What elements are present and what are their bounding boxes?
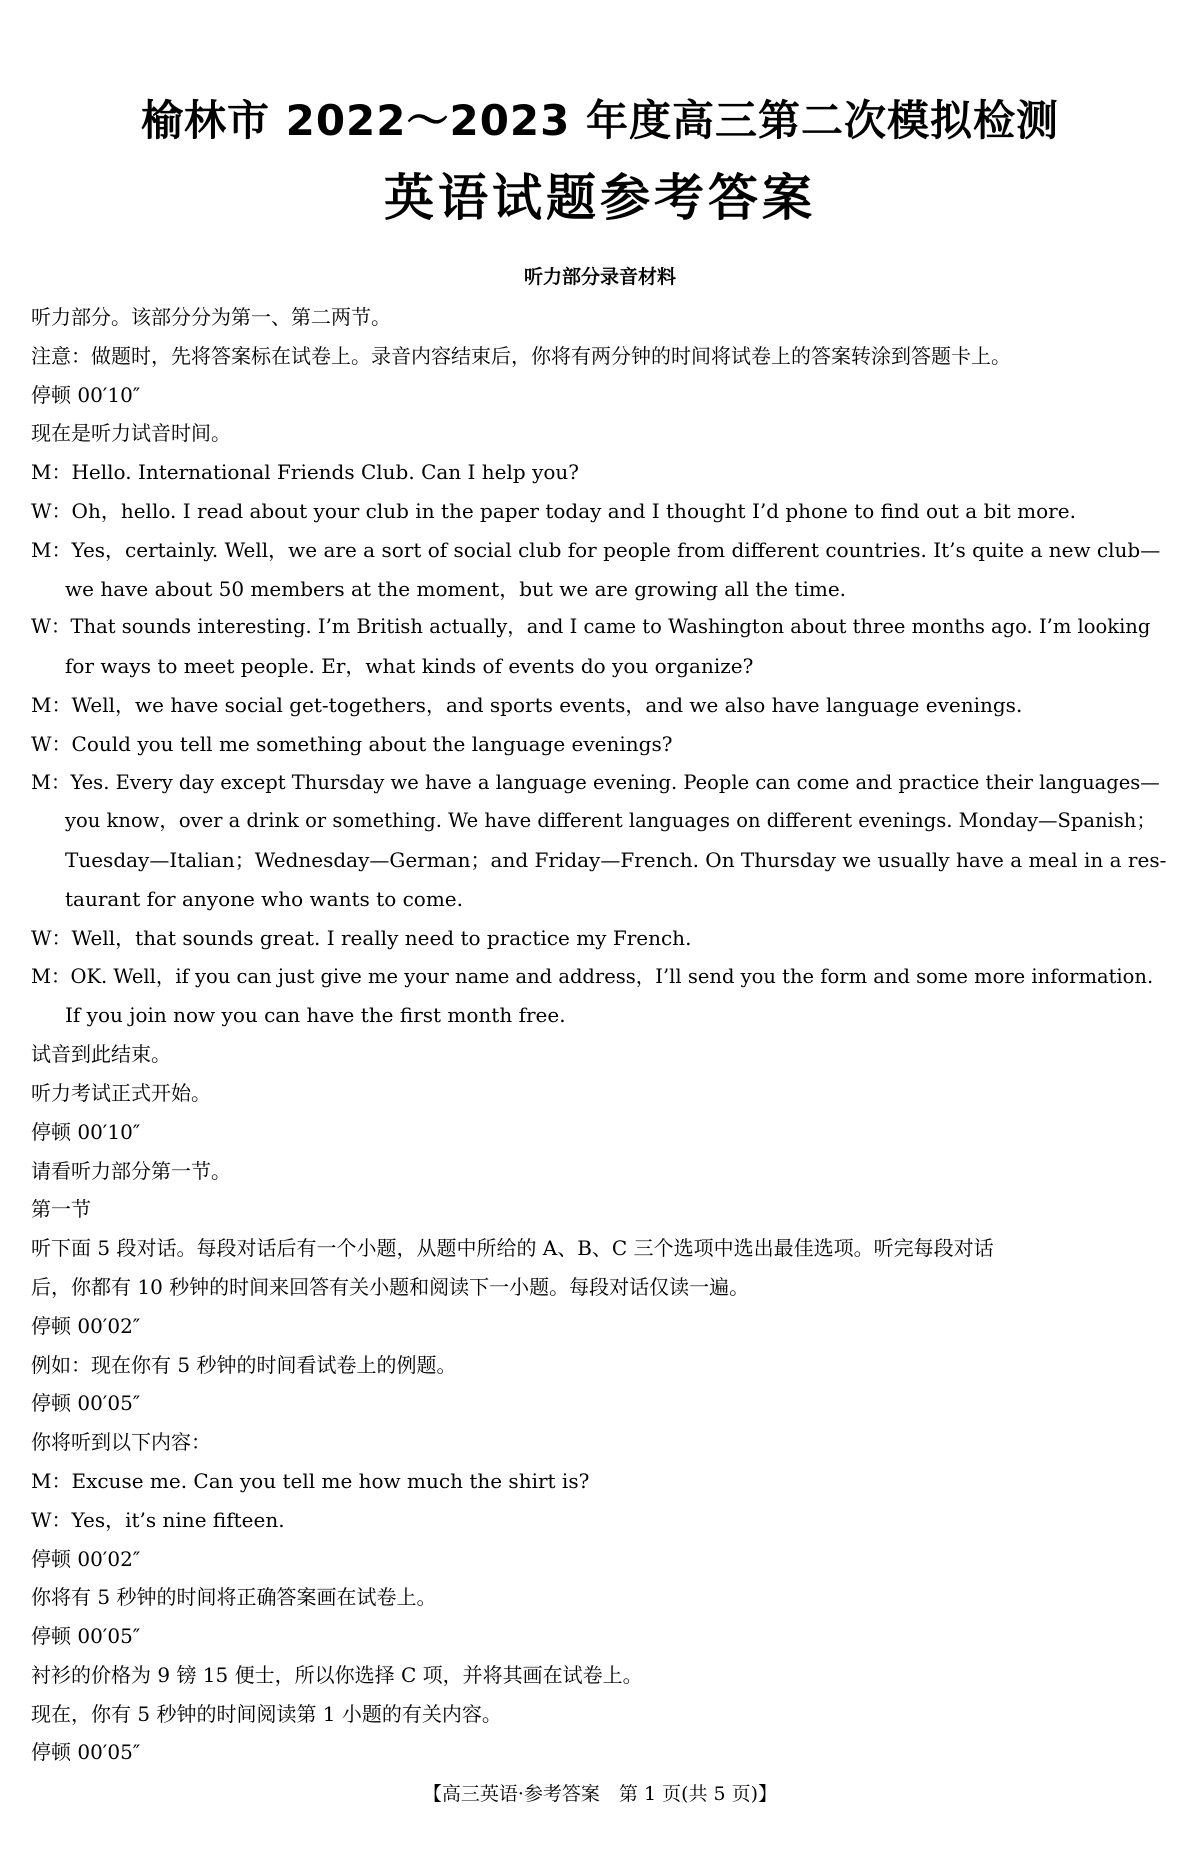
- text-line: M：OK. Well，if you can just give me your name and address，I’ll send you the form and some more information.: [31, 964, 1154, 988]
- text-line: M：Excuse me. Can you tell me how much the shirt is?: [31, 1468, 590, 1493]
- text-line: you know，over a drink or something. We have different languages on different evenings. Monday—Spanish；: [65, 809, 1156, 833]
- text-line: for ways to meet people. Er，what kinds of events do you organize?: [65, 654, 754, 679]
- text-line: 第一节: [31, 1197, 91, 1222]
- text-line: 后，你都有 10 秒钟的时间来回答有关小题和阅读下一小题。每段对话仅读一遍。: [31, 1274, 750, 1299]
- text-line: 衬衫的价格为 9 镑 15 便士，所以你选择 C 项，并将其画在试卷上。: [31, 1662, 643, 1687]
- text-line: 你将听到以下内容：: [31, 1430, 211, 1455]
- text-line: taurant for anyone who wants to come.: [65, 886, 463, 911]
- text-line: 听力部分。该部分分为第一、第二两节。: [31, 305, 391, 329]
- section-heading: 听力部分录音材料: [523, 266, 676, 288]
- transcript-body: [31, 298, 1171, 1772]
- text-line: 听力考试正式开始。: [31, 1080, 211, 1105]
- text-line: W：Oh，hello. I read about your club in the paper today and I thought I’d phone to find out a bit more.: [31, 498, 1076, 523]
- text-line: W：That sounds interesting. I’m British actually，and I came to Washington about three months ago. I’m looking: [31, 615, 1151, 639]
- text-line: we have about 50 members at the moment，but we are growing all the time.: [65, 576, 847, 601]
- document-subtitle: 英语试题参考答案: [384, 169, 816, 227]
- text-line: 现在，你有 5 秒钟的时间阅读第 1 小题的有关内容。: [31, 1701, 502, 1726]
- page-footer: 【高三英语·参考答案 第 1 页(共 5 页)】: [422, 1783, 778, 1805]
- document-title: 榆林市 2022～2023 年度高三第二次模拟检测: [140, 96, 1060, 145]
- text-line: 停顿 00′05″: [31, 1624, 141, 1649]
- text-line: 注意：做题时，先将答案标在试卷上。录音内容结束后，你将有两分钟的时间将试卷上的答案转涂到答题卡上。: [31, 343, 1011, 368]
- text-line: 请看听力部分第一节。: [31, 1158, 231, 1183]
- text-line: 停顿 00′05″: [31, 1391, 141, 1416]
- text-line: Tuesday—Italian；Wednesday—German；and Friday—French. On Thursday we usually have a meal in a res-: [65, 848, 1167, 873]
- text-line: 停顿 00′10″: [31, 1119, 141, 1144]
- text-line: M：Well，we have social get-togethers，and sports events，and we also have language evenings.: [31, 692, 1023, 717]
- text-line: M：Hello. International Friends Club. Can I help you?: [31, 460, 580, 485]
- text-line: M：Yes，certainly. Well，we are a sort of social club for people from different countries. It’s quite a new club—: [31, 537, 1161, 562]
- text-line: M：Yes. Every day except Thursday we have a language evening. People can come and practice their languages—: [31, 770, 1160, 794]
- text-line: 停顿 00′02″: [31, 1313, 141, 1338]
- text-line: W：Well，that sounds great. I really need to practice my French.: [31, 925, 692, 950]
- text-line: W：Could you tell me something about the language evenings?: [31, 731, 673, 756]
- text-line: If you join now you can have the first month free.: [65, 1003, 566, 1028]
- text-line: 听下面 5 段对话。每段对话后有一个小题，从题中所给的 A、B、C 三个选项中选出最佳选项。听完每段对话: [31, 1236, 994, 1261]
- text-line: W：Yes，it’s nine fifteen.: [31, 1507, 285, 1532]
- text-line: 你将有 5 秒钟的时间将正确答案画在试卷上。: [31, 1585, 437, 1610]
- text-line: 现在是听力试音时间。: [31, 421, 231, 446]
- text-line: 停顿 00′05″: [31, 1740, 141, 1765]
- text-line: 试音到此结束。: [31, 1042, 171, 1067]
- text-line: 停顿 00′02″: [31, 1546, 141, 1571]
- text-line: 例如：现在你有 5 秒钟的时间看试卷上的例题。: [31, 1352, 457, 1377]
- text-line: 停顿 00′10″: [31, 382, 141, 407]
